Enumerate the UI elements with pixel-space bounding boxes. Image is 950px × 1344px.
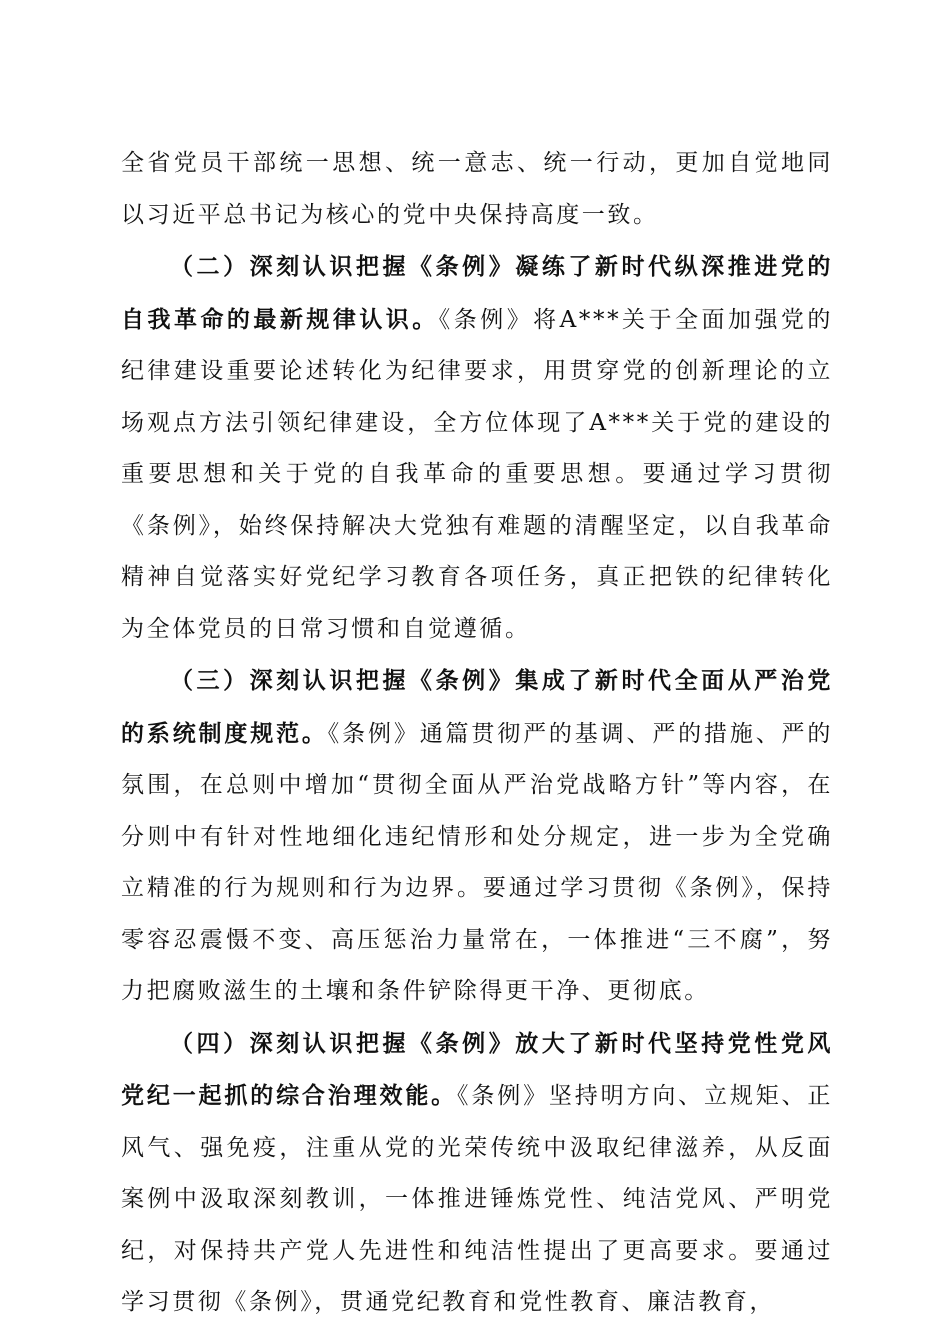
paragraph-1 xyxy=(121,138,833,241)
paragraph-2 xyxy=(121,241,833,655)
paragraph-3 xyxy=(121,655,833,1018)
paragraph-2-heading: （二）深刻认识把握《条例》凝练了新时代纵深推进党的自我革命的最新规律认识。 xyxy=(121,253,833,333)
document-body xyxy=(121,138,833,1329)
paragraph-3-text: 《条例》通篇贯彻严的基调、严的措施、严的氛围，在总则中增加“贯彻全面从严治党战略方针”等内容，在分则中有针对性地细化违纪情形和处分规定，进一步为全党确立精准的行为规则和行为边界。要通过学习贯彻《条例》，保持零容忍震慑不变、高压惩治力量常在，一体推进“三不腐”，努力把腐败滋生的土壤和条件铲除得更干净、更彻底。 xyxy=(121,720,834,1004)
paragraph-3-heading: （三）深刻认识把握《条例》集成了新时代全面从严治党的系统制度规范。 xyxy=(121,667,833,747)
paragraph-2-text: 《条例》将A***关于全面加强党的纪律建设重要论述转化为纪律要求，用贯穿党的创新理论的立场观点方法引领纪律建设，全方位体现了A***关于党的建设的重要思想和关于党的自我革命的重要思想。要通过学习贯彻《条例》，始终保持解决大党独有难题的清醒坚定，以自我革命精神自觉落实好党纪学习教育各项任务，真正把铁的纪律转化为全体党员的日常习惯和自觉遵循。 xyxy=(121,306,834,642)
paragraph-4-text: 《条例》坚持明方向、立规矩、正风气、强免疫，注重从党的光荣传统中汲取纪律滋养，从反面案例中汲取深刻教训，一体推进锤炼党性、纯洁党风、严明党纪，对保持共产党人先进性和纯洁性提出了更高要求。要通过学习贯彻《条例》，贯通党纪教育和党性教育、廉洁教育， xyxy=(121,1083,833,1315)
paragraph-4 xyxy=(121,1018,833,1329)
paragraph-1-text: 全省党员干部统一思想、统一意志、统一行动，更加自觉地同以习近平总书记为核心的党中央保持高度一致。 xyxy=(121,150,833,228)
paragraph-4-heading: （四）深刻认识把握《条例》放大了新时代坚持党性党风党纪一起抓的综合治理效能。 xyxy=(121,1029,833,1109)
